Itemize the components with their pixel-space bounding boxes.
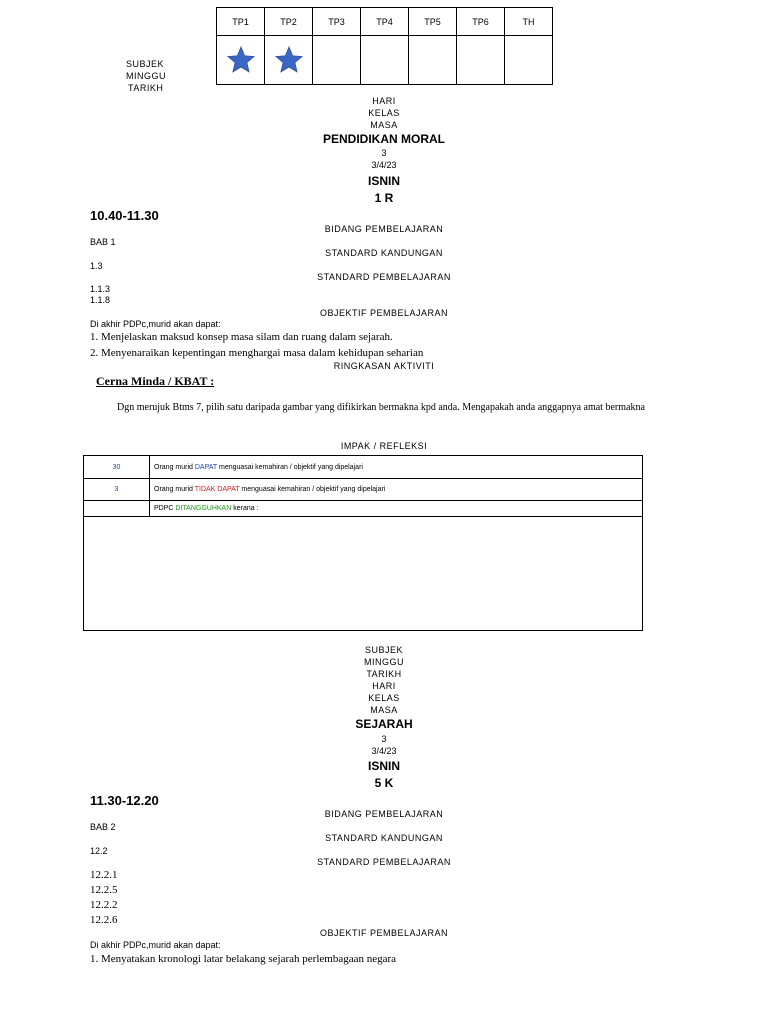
impak-label: IMPAK / REFLEKSI [340,441,428,451]
tp-cell [457,36,505,85]
impak-keyword-ditangguhkan: DITANGGUHKAN [175,505,232,512]
tp-cell [265,36,313,85]
tp-star-row [217,36,553,85]
impak-text-post: menguasai kemahiran / objektif yang dipelajari [217,463,363,471]
impak-row-dapat [84,456,643,479]
tp-cell [505,36,553,85]
lesson2-sp-value: 12.2.1 [90,869,118,881]
lesson1-objektif-intro: Di akhir PDPc,murid akan dapat: [90,319,221,329]
lesson2-class: 5 K [374,776,394,790]
impak-row-tidak-dapat [84,479,643,501]
lesson2-sp-value: 12.2.6 [90,914,118,926]
lesson2-sp-value: 12.2.5 [90,884,118,896]
lesson2-date: 3/4/23 [371,746,397,756]
impak-count-empty [84,501,150,517]
tp-header: TP2 [265,8,313,36]
impak-text-pre: PDPC [154,505,176,512]
impak-text-post: menguasai kemahiran / objektif yang dipelajari [239,486,386,493]
impak-row-ditangguhkan [84,501,643,517]
lesson1-date: 3/4/23 [371,160,397,170]
lesson1-label-hari: HARI [372,96,396,106]
impak-count: 3 [84,479,150,501]
tp-header: TP6 [457,8,505,36]
lesson1-day: ISNIN [367,174,400,188]
lesson1-time: 10.40-11.30 [90,208,159,223]
lesson2-sk-label: STANDARD KANDUNGAN [325,833,443,843]
lesson2-bidang-value: BAB 2 [90,822,116,832]
lesson2-label-subjek: SUBJEK [364,645,403,655]
lesson1-label-tarikh: TARIKH [128,83,164,93]
cerna-minda-text: Dgn merujuk Btms 7, pilih satu daripada gambar yang difikirkan bermakna kpd anda. Mengapakah anda anggapnya amat bermakna [117,402,645,413]
star-icon [226,45,256,75]
lesson1-label-masa: MASA [370,120,398,130]
lesson1-sk-value: 1.3 [90,261,103,271]
lesson2-label-tarikh: TARIKH [366,669,402,679]
tp-header: TP5 [409,8,457,36]
tp-cell [361,36,409,85]
tp-header: TP1 [217,8,265,36]
tp-header: TP4 [361,8,409,36]
lesson2-label-hari: HARI [372,681,396,691]
impak-text [150,479,643,501]
impak-text [150,456,643,479]
lesson1-objektif-item: 2. Menyenaraikan kepentingan menghargai masa dalam kehidupan seharian [90,347,424,359]
lesson2-objektif-intro: Di akhir PDPc,murid akan dapat: [90,940,221,950]
impak-text [150,501,643,517]
lesson1-subject: PENDIDIKAN MORAL [323,132,445,146]
tp-cell [217,36,265,85]
star-icon [274,45,304,75]
lesson1-label-minggu: MINGGU [126,71,166,81]
lesson1-sp-value: 1.1.8 [90,295,111,305]
lesson2-label-kelas: KELAS [368,693,400,703]
lesson1-label-kelas: KELAS [368,108,400,118]
impak-table [83,455,643,631]
tp-cell [313,36,361,85]
lesson2-day: ISNIN [367,759,400,773]
lesson2-sk-value: 12.2 [90,846,108,856]
tp-header-row [217,8,553,36]
tp-header: TH [505,8,553,36]
lesson1-sp-label: STANDARD PEMBELAJARAN [317,272,451,282]
impak-text-post: kerana : [231,505,259,512]
lesson2-week: 3 [381,734,387,744]
lesson2-subject: SEJARAH [355,717,413,731]
lesson2-sp-label: STANDARD PEMBELAJARAN [317,857,451,867]
lesson1-objektif-label: OBJEKTIF PEMBELAJARAN [319,308,449,318]
tp-cell [409,36,457,85]
lesson1-label-subjek: SUBJEK [126,59,165,69]
lesson2-objektif-label: OBJEKTIF PEMBELAJARAN [319,928,449,938]
tp-header: TP3 [313,8,361,36]
lesson2-sp-value: 12.2.2 [90,899,118,911]
lesson1-objektif-item: 1. Menjelaskan maksud konsep masa silam dan ruang dalam sejarah. [90,331,393,343]
impak-notes-cell [84,517,643,631]
impak-count: 30 [84,456,150,479]
lesson1-bidang-label: BIDANG PEMBELAJARAN [324,224,444,234]
lesson2-objektif-item: 1. Menyatakan kronologi latar belakang sejarah perlembagaan negara [90,953,397,965]
impak-notes-area [84,517,643,631]
lesson1-sp-value: 1.1.3 [90,284,111,294]
lesson1-week: 3 [381,148,387,158]
impak-keyword-dapat: DAPAT [194,463,218,471]
lesson1-bidang-value: BAB 1 [90,237,116,247]
impak-keyword-tidak-dapat: TIDAK DAPAT [194,486,240,493]
lesson2-time: 11.30-12.20 [90,793,159,808]
cerna-minda-title: Cerna Minda / KBAT : [96,374,215,388]
impak-text-pre: Orang murid [154,486,195,493]
lesson2-label-minggu: MINGGU [364,657,404,667]
impak-text-pre: Orang murid [154,463,195,471]
lesson2-bidang-label: BIDANG PEMBELAJARAN [324,809,444,819]
lesson1-class: 1 R [374,191,394,205]
lesson1-ringkasan-label: RINGKASAN AKTIVITI [333,361,435,371]
lesson2-label-masa: MASA [370,705,398,715]
tp-table [216,7,553,85]
lesson1-sk-label: STANDARD KANDUNGAN [325,248,443,258]
